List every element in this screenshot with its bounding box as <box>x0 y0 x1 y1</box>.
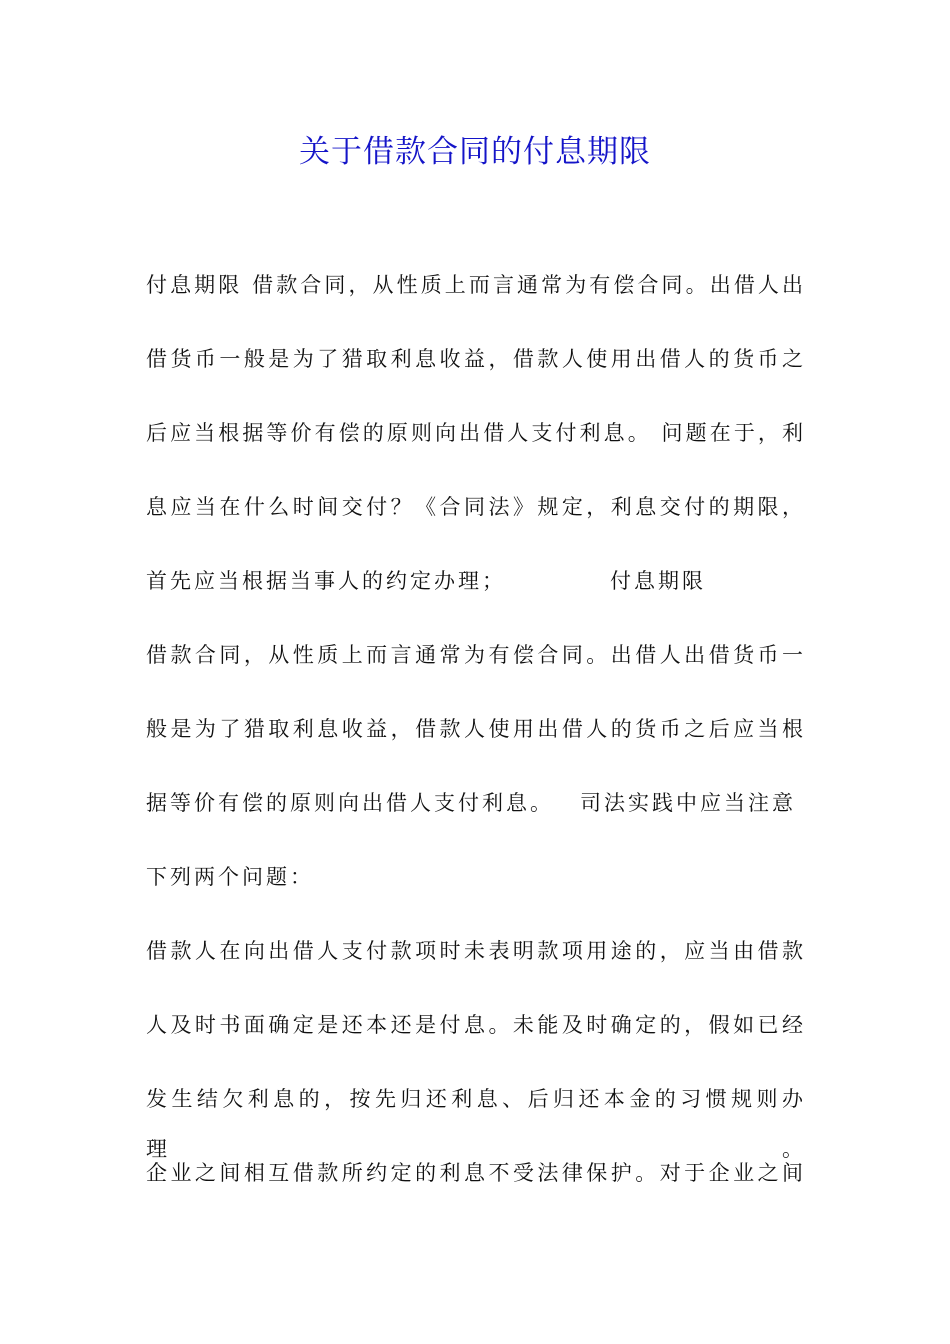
paragraph-line-12: 发生结欠利息的，按先归还利息、后归还本金的习惯规则办理。 <box>146 1087 806 1161</box>
paragraph-line-8-tail: 司法实践中应当注意 <box>580 791 796 815</box>
document-body <box>146 260 806 1222</box>
paragraph-line-9: 下列两个问题： <box>146 865 314 889</box>
paragraph-line-5-tail: 付息期限 <box>610 569 706 593</box>
paragraph-line-11: 人及时书面确定是还本还是付息。未能及时确定的，假如已经 <box>146 1013 806 1037</box>
paragraph-line-8 <box>146 778 806 852</box>
paragraph-line-10: 借款人在向出借人支付款项时未表明款项用途的，应当由借款 <box>146 939 806 963</box>
page-title: 关于借款合同的付息期限 <box>299 134 651 170</box>
paragraph-line-5-text: 首先应当根据当事人的约定办理； <box>146 569 506 593</box>
paragraph-line-5 <box>146 556 806 630</box>
paragraph-line-2: 借货币一般是为了猎取利息收益，借款人使用出借人的货币之 <box>146 347 806 371</box>
paragraph-line-8-text: 据等价有偿的原则向出借人支付利息。 <box>146 791 554 815</box>
paragraph-line-13: 企业之间相互借款所约定的利息不受法律保护。对于企业之间 <box>146 1161 806 1185</box>
paragraph-line-3: 后应当根据等价有偿的原则向出借人支付利息。 问题在于，利 <box>146 421 806 445</box>
paragraph-line-7: 般是为了猎取利息收益，借款人使用出借人的货币之后应当根 <box>146 717 806 741</box>
paragraph-line-1: 付息期限 借款合同，从性质上而言通常为有偿合同。出借人出 <box>146 273 806 297</box>
paragraph-line-4: 息应当在什么时间交付？《合同法》规定，利息交付的期限， <box>146 495 806 519</box>
paragraph-line-6: 借款合同，从性质上而言通常为有偿合同。出借人出借货币一 <box>146 643 806 667</box>
